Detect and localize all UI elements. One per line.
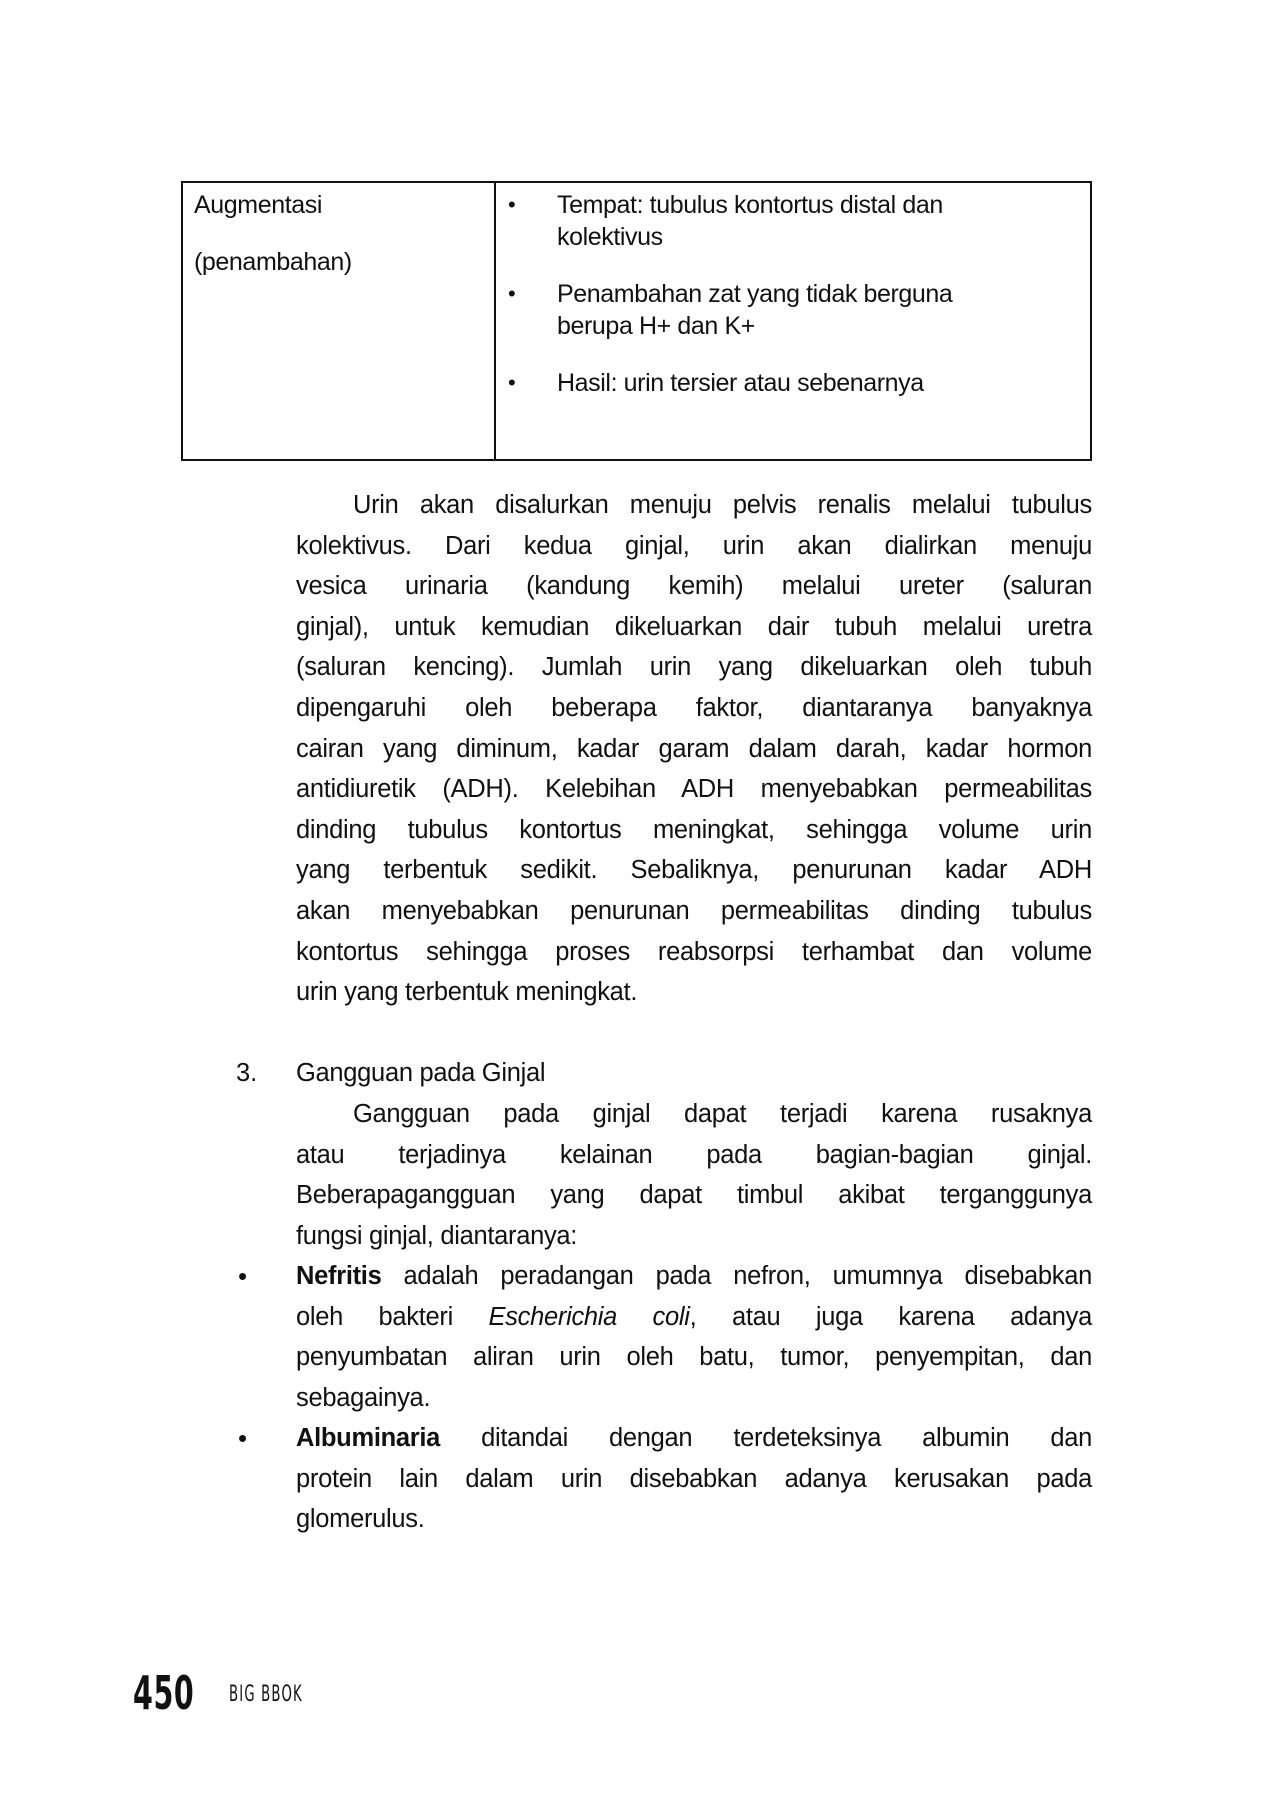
- bullet-icon: •: [238, 1261, 248, 1291]
- table-bullet-item: Hasil: urin tersier atau sebenarnya: [557, 369, 924, 397]
- section-number: 3.: [236, 1059, 258, 1087]
- page-number: 450: [133, 1666, 195, 1720]
- bullet-icon: •: [238, 1423, 248, 1453]
- bullet-nefritis: Nefritis adalah peradangan pada nefron, umumnya disebabkan oleh bakteri Escherichia coli, atau juga karena adanya penyumbatan aliran urin oleh batu, tumor, penyempitan, dan sebagainya.: [296, 1262, 1092, 1412]
- term: Augmentasi: [194, 191, 323, 219]
- bullet-icon: •: [508, 281, 516, 306]
- paragraph-urine-flow: [296, 485, 1092, 1013]
- bullet-icon: •: [508, 192, 516, 217]
- text-line: antidiuretik (ADH). Kelebihan ADH menyebabkan permeabilitas: [296, 775, 1092, 804]
- text-line: akan menyebabkan penurunan permeabilitas dinding tubulus: [296, 896, 1092, 925]
- text-line: vesica urinaria (kandung kemih) melalui ureter (saluran: [296, 572, 1092, 601]
- column-divider: [494, 183, 496, 459]
- text-line: yang terbentuk sedikit. Sebaliknya, penurunan kadar ADH: [296, 856, 1092, 885]
- paragraph-kidney-disorders: [296, 1094, 1092, 1256]
- text-line: dinding tubulus kontortus meningkat, sehingga volume urin: [296, 815, 1092, 844]
- text-line: Gangguan pada ginjal dapat terjadi karena rusaknya: [353, 1100, 1092, 1128]
- text-line: Urin akan disalurkan menuju pelvis renalis melalui tubulus: [353, 491, 1092, 519]
- text-line: kontortus sehingga proses reabsorpsi terhambat dan volume: [296, 937, 1092, 966]
- bullet-icon: •: [508, 370, 516, 395]
- text-line: fungsi ginjal, diantaranya:: [296, 1221, 578, 1250]
- text-line: kolektivus. Dari kedua ginjal, urin akan dialirkan menuju: [296, 531, 1092, 560]
- text-line: urin yang terbentuk meningkat.: [296, 978, 638, 1007]
- term-cell: [194, 189, 352, 278]
- text-line: Beberapagangguan yang dapat timbul akibat terganggunya: [296, 1181, 1092, 1210]
- text-line: (saluran kencing). Jumlah urin yang dikeluarkan oleh tubuh: [296, 653, 1092, 682]
- augmentation-table: [181, 181, 1092, 461]
- term-translation: (penambahan): [194, 248, 352, 276]
- text-line: ginjal), untuk kemudian dikeluarkan dair tubuh melalui uretra: [296, 612, 1092, 641]
- text-line: cairan yang diminum, kadar garam dalam darah, kadar hormon: [296, 734, 1092, 763]
- book-title: BIG BBOK: [229, 1682, 303, 1707]
- section-title: Gangguan pada Ginjal: [296, 1059, 546, 1087]
- text-line: atau terjadinya kelainan pada bagian-bagian ginjal.: [296, 1140, 1092, 1169]
- table-bullet-item: Penambahan zat yang tidak berguna berupa H+ dan K+: [557, 280, 953, 340]
- table-bullet-item: Tempat: tubulus kontortus distal dan kolektivus: [557, 191, 943, 251]
- bullet-albuminaria: Albuminaria ditandai dengan terdeteksinya albumin dan protein lain dalam urin disebabkan adanya kerusakan pada glomerulus.: [296, 1424, 1092, 1534]
- text-line: dipengaruhi oleh beberapa faktor, diantaranya banyaknya: [296, 693, 1092, 722]
